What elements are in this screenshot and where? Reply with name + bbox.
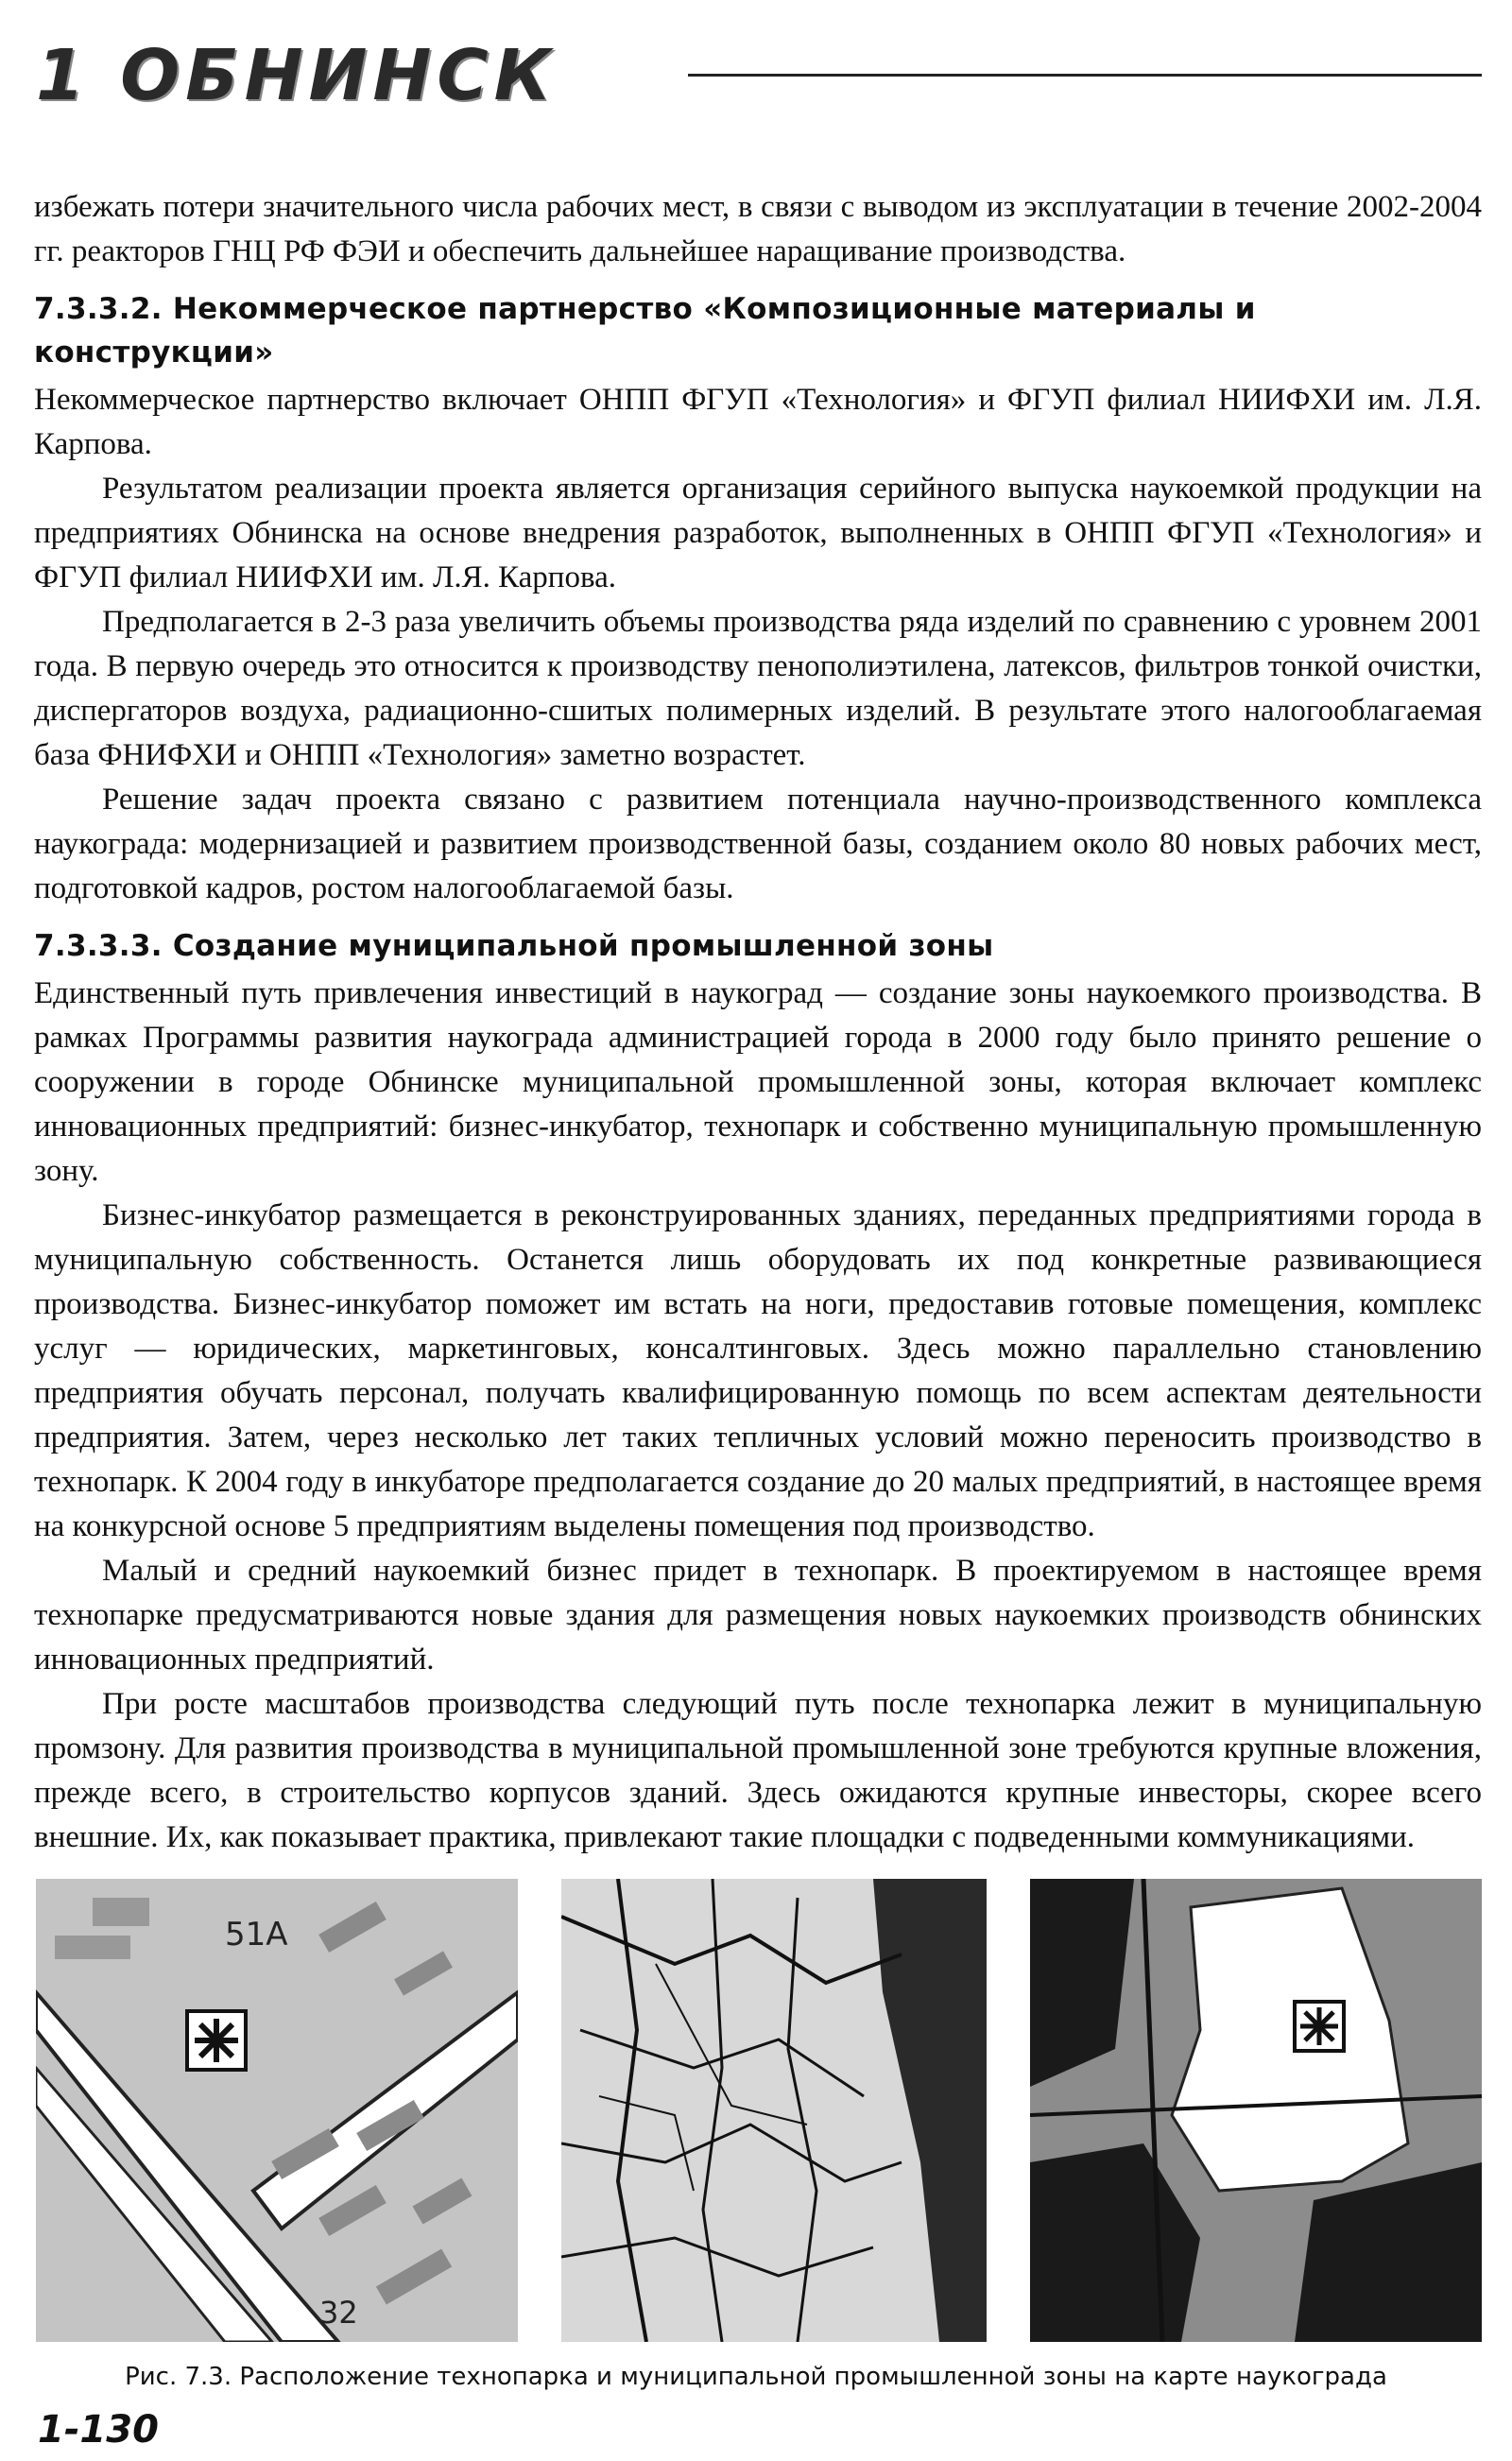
map-technopark-closeup	[36, 1879, 518, 2342]
paragraph-3: Результатом реализации проекта является организация серийного выпуска наукоемкой продукции на предприятиях Обнинска на основе внедрения разработок, выполненных в ОНПП ФГУП «Технология» и ФГУП филиал НИИФХИ им. Л.Я. Карпова.	[34, 472, 1482, 594]
section-heading-7-3-3-3: 7.3.3.3. Создание муниципальной промышленной зоны	[34, 929, 994, 963]
map-road-network	[561, 1879, 987, 2342]
figure-7-3	[36, 1879, 1482, 2342]
paragraph-2: Некоммерческое партнерство включает ОНПП ФГУП «Технология» и ФГУП филиал НИИФХИ им. Л.Я. Карпова.	[34, 383, 1482, 461]
paragraph-7: Бизнес-инкубатор размещается в реконструированных зданиях, переданных предприятиями города в муниципальную собственность. Останется лишь оборудовать их под конкретные развивающиеся производства. Бизнес-инкубатор поможет им встать на ноги, предоставив готовые помещения, комплекс услуг — юридических, маркетинговых, консалтинговых. Здесь можно параллельно становлению предприятия обучать персонал, получать квалифицированную помощь по всем аспектам деятельности предприятия. Затем, через несколько лет таких тепличных условий можно переносить производство в технопарк. К 2004 году в инкубаторе предполагается создание до 20 малых предприятий, в настоящее время на конкурсной основе 5 предприятиям выделены помещения под производство.	[34, 1198, 1482, 1543]
paragraph-8: Малый и средний наукоемкий бизнес придет в технопарк. В проектируемом в настоящее время технопарке предусматриваются новые здания для размещения новых наукоемких производств обнинских инновационных предприятий.	[34, 1554, 1482, 1677]
paragraph-4: Предполагается в 2-3 раза увеличить объемы производства ряда изделий по сравнению с уровнем 2001 года. В первую очередь это относится к производству пенополиэтилена, латексов, фильтров тонкой очистки, диспергаторов воздуха, радиационно-сшитых полимерных изделий. В результате этого налогооблагаемая база ФНИФХИ и ОНПП «Технология» заметно возрастет.	[34, 605, 1482, 772]
chapter-title: 1 ОБНИНСК	[36, 35, 558, 116]
page-number: 1-130	[38, 2408, 159, 2452]
map-label-51a: 51А	[225, 1916, 288, 1953]
figure-caption: Рис. 7.3. Расположение технопарка и муниципальной промышленной зоны на карте наукограда	[125, 2363, 1387, 2391]
header-rule	[688, 74, 1482, 77]
map-label-32: 32	[319, 2295, 358, 2331]
map-industrial-zone	[1030, 1879, 1482, 2342]
page-header	[36, 35, 1482, 116]
paragraph-1: избежать потери значительного числа рабочих мест, в связи с выводом из эксплуатации в течение 2002-2004 гг. реакторов ГНЦ РФ ФЭИ и обеспечить дальнейшее наращивание производства.	[34, 190, 1482, 268]
paragraph-9: При росте масштабов производства следующий путь после технопарка лежит в муниципальную промзону. Для развития производства в муниципальной промышленной зоне требуются крупные вложения, прежде всего, в строительство корпусов зданий. Здесь ожидаются крупные инвесторы, скорее всего внешние. Их, как показывает практика, привлекают такие площадки с подведенными коммуникациями.	[34, 1687, 1482, 1854]
map-road-network-drawing	[561, 1879, 987, 2342]
paragraph-6: Единственный путь привлечения инвестиций в наукоград — создание зоны наукоемкого производства. В рамках Программы развития наукограда администрацией города в 2000 году было принято решение о сооружении в городе Обнинске муниципальной промышленной зоны, которая включает комплекс инновационных предприятий: бизнес-инкубатор, технопарк и собственно муниципальную промышленную зону.	[34, 976, 1482, 1188]
article-body	[34, 185, 1482, 1860]
map-technopark-closeup-drawing	[36, 1879, 518, 2342]
section-heading-7-3-3-2: 7.3.3.2. Некоммерческое партнерство «Композиционные материалы и конструкции»	[34, 292, 1256, 370]
paragraph-5: Решение задач проекта связано с развитием потенциала научно-производственного комплекса наукограда: модернизацией и развитием производственной базы, созданием около 80 новых рабочих мест, подготовкой кадров, ростом налогооблагаемой базы.	[34, 783, 1482, 905]
map-industrial-zone-drawing	[1030, 1879, 1482, 2342]
